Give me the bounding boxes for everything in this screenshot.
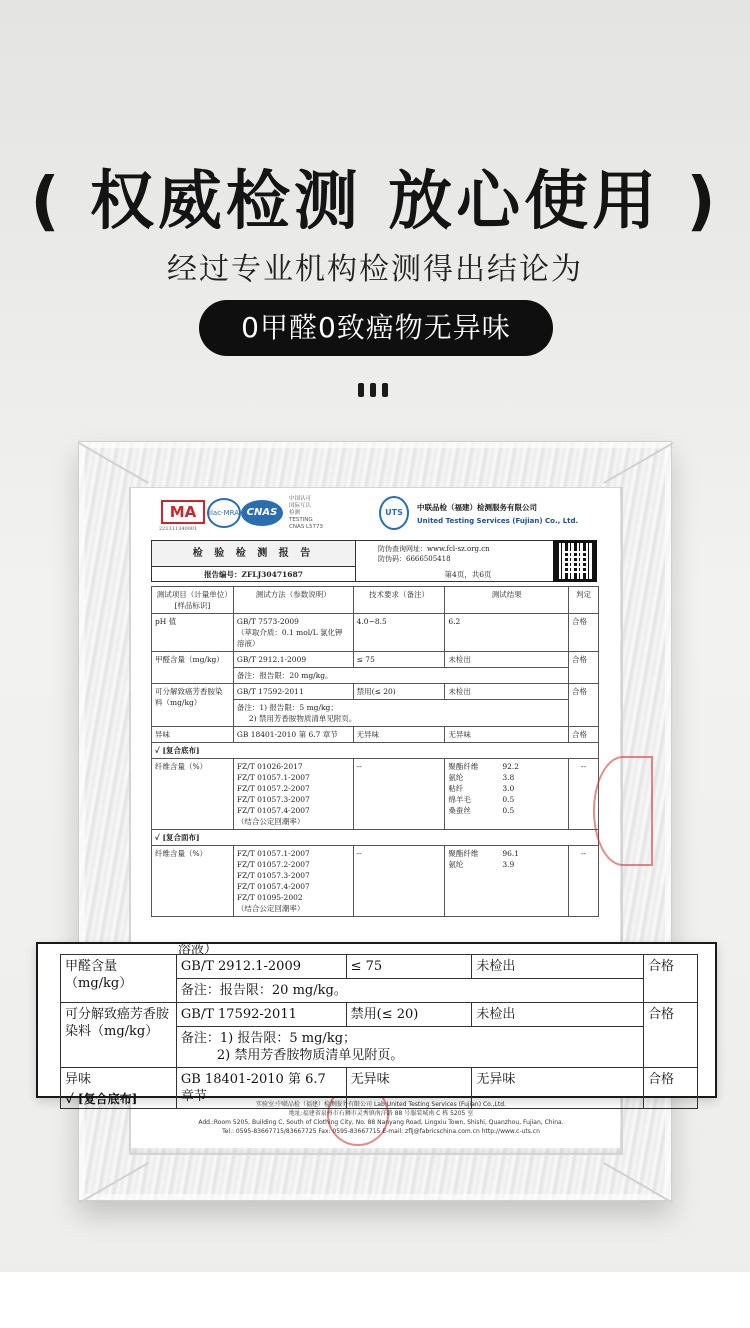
- subline: 经过专业机构检测得出结论为: [167, 252, 583, 287]
- seal-stamp-side: [593, 756, 653, 866]
- cnas-accreditation-text: 中国认可 国际互认 检测 TESTING CNAS L5773: [289, 496, 324, 530]
- section-row: ✓ [复合面布]: [152, 830, 599, 846]
- ma-number: 221311340001: [159, 526, 198, 532]
- magnified-excerpt: [36, 942, 717, 1106]
- frame-corner: [79, 1162, 149, 1204]
- table-header-row: 测试项目（计量单位）[样品标识] 测试方法（参数说明） 技术要求（备注） 测试结果 判定: [152, 587, 599, 614]
- report-footer: 实验室:中联品检（福建）检测服务有限公司 Lab:United Testing Services (Fujian) Co.,Ltd. 地址:福建省泉州市石狮市灵秀镇南洋路 88 号服装城南 C 栋 5205 室 Add.:Room 5205, Building C, South of Clothing City, No. 88 Nanyang Road, Lingxiu Town, Shishi, Quanzhou, Fujian, China. Tel.: 0595-83667715/83667725 Fax: 0595-83667715 E-mail: zflj@fabricschina.com.cn http://www.c-uts.cn: [198, 1101, 564, 1135]
- frame-corner: [79, 442, 149, 484]
- table-row: 异味 GB 18401-2010 第 6.7 章节 无异味 无异味 合格: [152, 727, 599, 743]
- frame-corner: [603, 442, 673, 484]
- anti-fake-info: 防伪查询网址：www.fcl-sz.org.cn 防伪码：6666505418: [378, 545, 490, 563]
- table-row: 异味 GB 18401-2010 第 6.7 章节 无异味 无异味 合格: [61, 1068, 698, 1109]
- table-row: 甲醛含量（mg/kg） GB/T 2912.1-2009 ≤ 75 未检出 合格: [152, 652, 599, 668]
- table-row: 纤维含量（%） FZ/T 01026-2017 FZ/T 01057.1-2007 FZ/T 01057.2-2007 FZ/T 01057.3-2007 FZ/T 01057.4-2007 （结合公定回潮率） -- 聚酯纤维 氨纶 粘纤 绵羊毛 桑蚕丝 92.2 3.8 3.0 0.5 0.5 --: [152, 759, 599, 830]
- ma-logo: MA: [161, 500, 205, 524]
- table-row: 可分解致癌芳香胺染料（mg/kg） GB/T 17592-2011 禁用(≤ 20) 未检出 合格: [152, 684, 599, 700]
- bottom-strip: [0, 1272, 750, 1328]
- report-title: 检 验 检 测 报 告: [152, 541, 356, 567]
- qr-code: [553, 540, 597, 582]
- report-table: [151, 586, 599, 917]
- table-row-note: 备注：报告限：20 mg/kg。: [61, 979, 698, 1003]
- table-row: 甲醛含量（mg/kg） GB/T 2912.1-2009 ≤ 75 未检出 合格: [61, 955, 698, 979]
- report-header-box: [151, 540, 579, 582]
- ilac-logo: ilac-MRA: [207, 498, 241, 528]
- table-row: pH 值 GB/T 7573-2009 （萃取介质：0.1 mol/L 氯化钾溶液） 4.0~8.5 6.2 合格: [152, 614, 599, 652]
- headline: ( 权威检测 放心使用 ): [30, 165, 720, 239]
- magnified-table: [60, 954, 698, 1109]
- cnas-logo: CNAS: [241, 500, 283, 526]
- table-row-note: 备注：1) 报告限：5 mg/kg； 2) 禁用芳香胺物质清单见附页。: [61, 1027, 698, 1068]
- uts-logo: UTS: [379, 496, 409, 530]
- company-name: 中联品检（福建）检测服务有限公司 United Testing Services (Fujian) Co., Ltd.: [417, 503, 579, 525]
- section-row: ✓ [复合底布]: [152, 743, 599, 759]
- report-number: 报告编号：ZFLJ30471687: [152, 567, 356, 582]
- frame-corner: [603, 1162, 673, 1204]
- table-row-note: 备注：报告限：20 mg/kg。: [152, 668, 599, 684]
- table-row: 可分解致癌芳香胺染料（mg/kg） GB/T 17592-2011 禁用(≤ 20) 未检出 合格: [61, 1003, 698, 1027]
- table-row: 纤维含量（%） FZ/T 01057.1-2007 FZ/T 01057.2-2007 FZ/T 01057.3-2007 FZ/T 01057.4-2007 FZ/T 01095-2002 （结合公定回潮率） -- 聚酯纤维 氨纶 96.1 3.9 --: [152, 846, 599, 917]
- conclusion-pill: 0甲醛0致癌物无异味: [199, 300, 553, 356]
- table-row-note: 备注：1) 报告限：5 mg/kg； 2) 禁用芳香胺物质清单见附页。: [152, 700, 599, 727]
- clipped-text-top: 溶液）: [178, 942, 218, 957]
- page-info: 第4页，共6页: [444, 570, 492, 579]
- clipped-text-bottom: ✓ [复合底布]: [66, 1092, 138, 1106]
- ellipsis-dots: [358, 383, 388, 397]
